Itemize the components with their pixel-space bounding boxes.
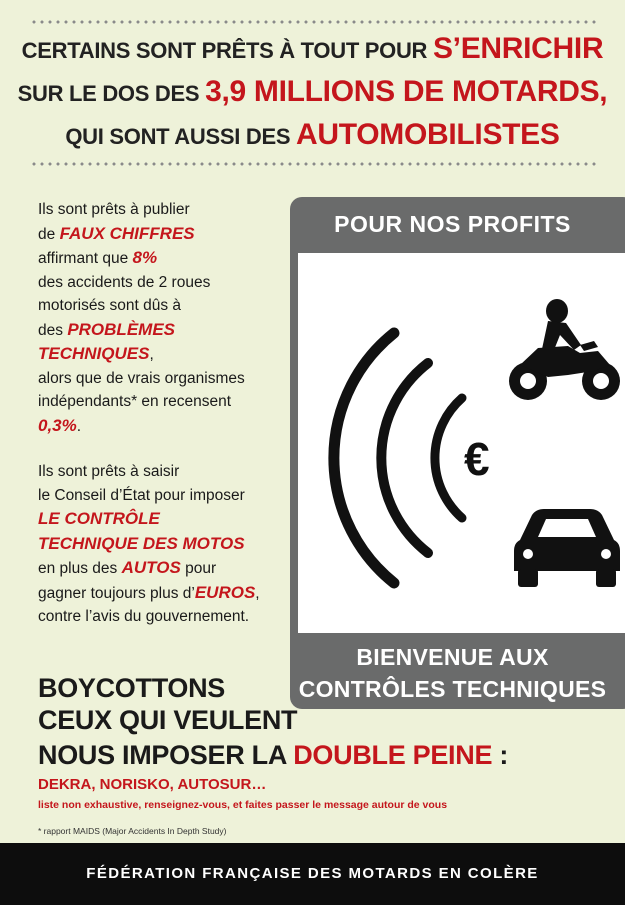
p1-text-10: . [76,417,82,435]
paragraph-controle-technique [38,460,283,629]
p1-red-faux-chiffres: FAUX CHIFFRES [59,223,195,243]
disclaimer-note: liste non exhaustive, renseignez-vous, et faites passer le message autour de vous [38,799,448,811]
p2-red-controle: LE CONTRÔLE [38,509,160,528]
p1-text-5: motorisés sont dûs à [38,297,182,314]
headline-line2-big: 3,9 MILLIONS DE MOTARDS, [205,75,608,108]
boycott-double-peine: DOUBLE PEINE [293,740,493,770]
p1-red-problemes: PROBLÈMES [67,319,175,339]
panel-bottom-line1: BIENVENUE AUX [356,644,549,670]
radar-waves-icon [334,333,462,583]
p1-red-8pct: 8% [132,248,158,267]
footer-banner: FÉDÉRATION FRANÇAISE DES MOTARDS EN COLÈRE [0,843,625,905]
p2-text-6: , [255,584,260,602]
p1-text-2: de [38,225,60,243]
p1-text-8: alors que de vrais organismes [38,369,245,387]
p2-red-autos: AUTOS [121,558,181,577]
motorcycle-icon [509,299,620,400]
headline-line1-small: CERTAINS SONT PRÊTS À TOUT POUR [21,38,433,63]
paragraph-faux-chiffres [38,198,283,438]
p2-red-technique-motos: TECHNIQUE DES MOTOS [38,533,245,553]
headline-line3-big: AUTOMOBILISTES [296,118,560,151]
bottom-dotted-divider [30,162,597,166]
panel-bottom-label [290,641,625,705]
double-peine-line [38,740,508,771]
headline-line2-small: SUR LE DOS DES [17,81,206,106]
p1-text-7: , [149,346,154,363]
p2-red-euros: EUROS [194,582,256,602]
p2-text-1: Ils sont prêts à saisir [38,463,180,480]
p1-text-1: Ils sont prêts à publier [38,201,190,218]
p1-text-3: affirmant que [38,250,133,267]
boycott-line2: CEUX QUI VEULENT [38,705,298,735]
boycott-line3-c: : [492,740,509,770]
boycott-line3-a: NOUS IMPOSER LA [38,740,294,770]
p2-text-7: contre l’avis du gouvernement. [38,608,250,625]
panel-bottom-line2: CONTRÔLES TECHNIQUES [298,676,607,702]
p2-text-5: gagner toujours plus d’ [38,584,195,602]
companies-list: DEKRA, NORISKO, AUTOSUR… [38,776,267,793]
p1-red-techniques: TECHNIQUES [38,344,150,363]
headline [0,30,625,159]
boycott-heading [38,672,297,736]
p2-text-3: en plus des [38,560,122,577]
car-icon [514,509,620,587]
headline-line3-small: QUI SONT AUSSI DES [65,124,297,149]
panel-top-label: POUR NOS PROFITS [334,211,571,237]
euro-icon [464,433,490,485]
p2-text-2: le Conseil d’État pour imposer [38,486,245,504]
p1-red-03pct: 0,3% [38,415,77,435]
left-text-column [38,198,283,651]
footnote: * rapport MAIDS (Major Accidents In Depth Study) [38,826,227,836]
headline-line1-big: S’ENRICHIR [432,32,604,65]
p2-text-4: pour [180,560,217,577]
boycott-line1: BOYCOTTONS [38,673,226,703]
p1-text-4: des accidents de 2 roues [38,273,211,291]
p1-text-6: des [38,321,68,339]
euro-symbol: € [464,433,490,485]
radar-illustration [298,253,625,625]
p1-text-9: indépendants* en recensent [38,393,232,410]
top-dotted-divider [30,20,597,24]
